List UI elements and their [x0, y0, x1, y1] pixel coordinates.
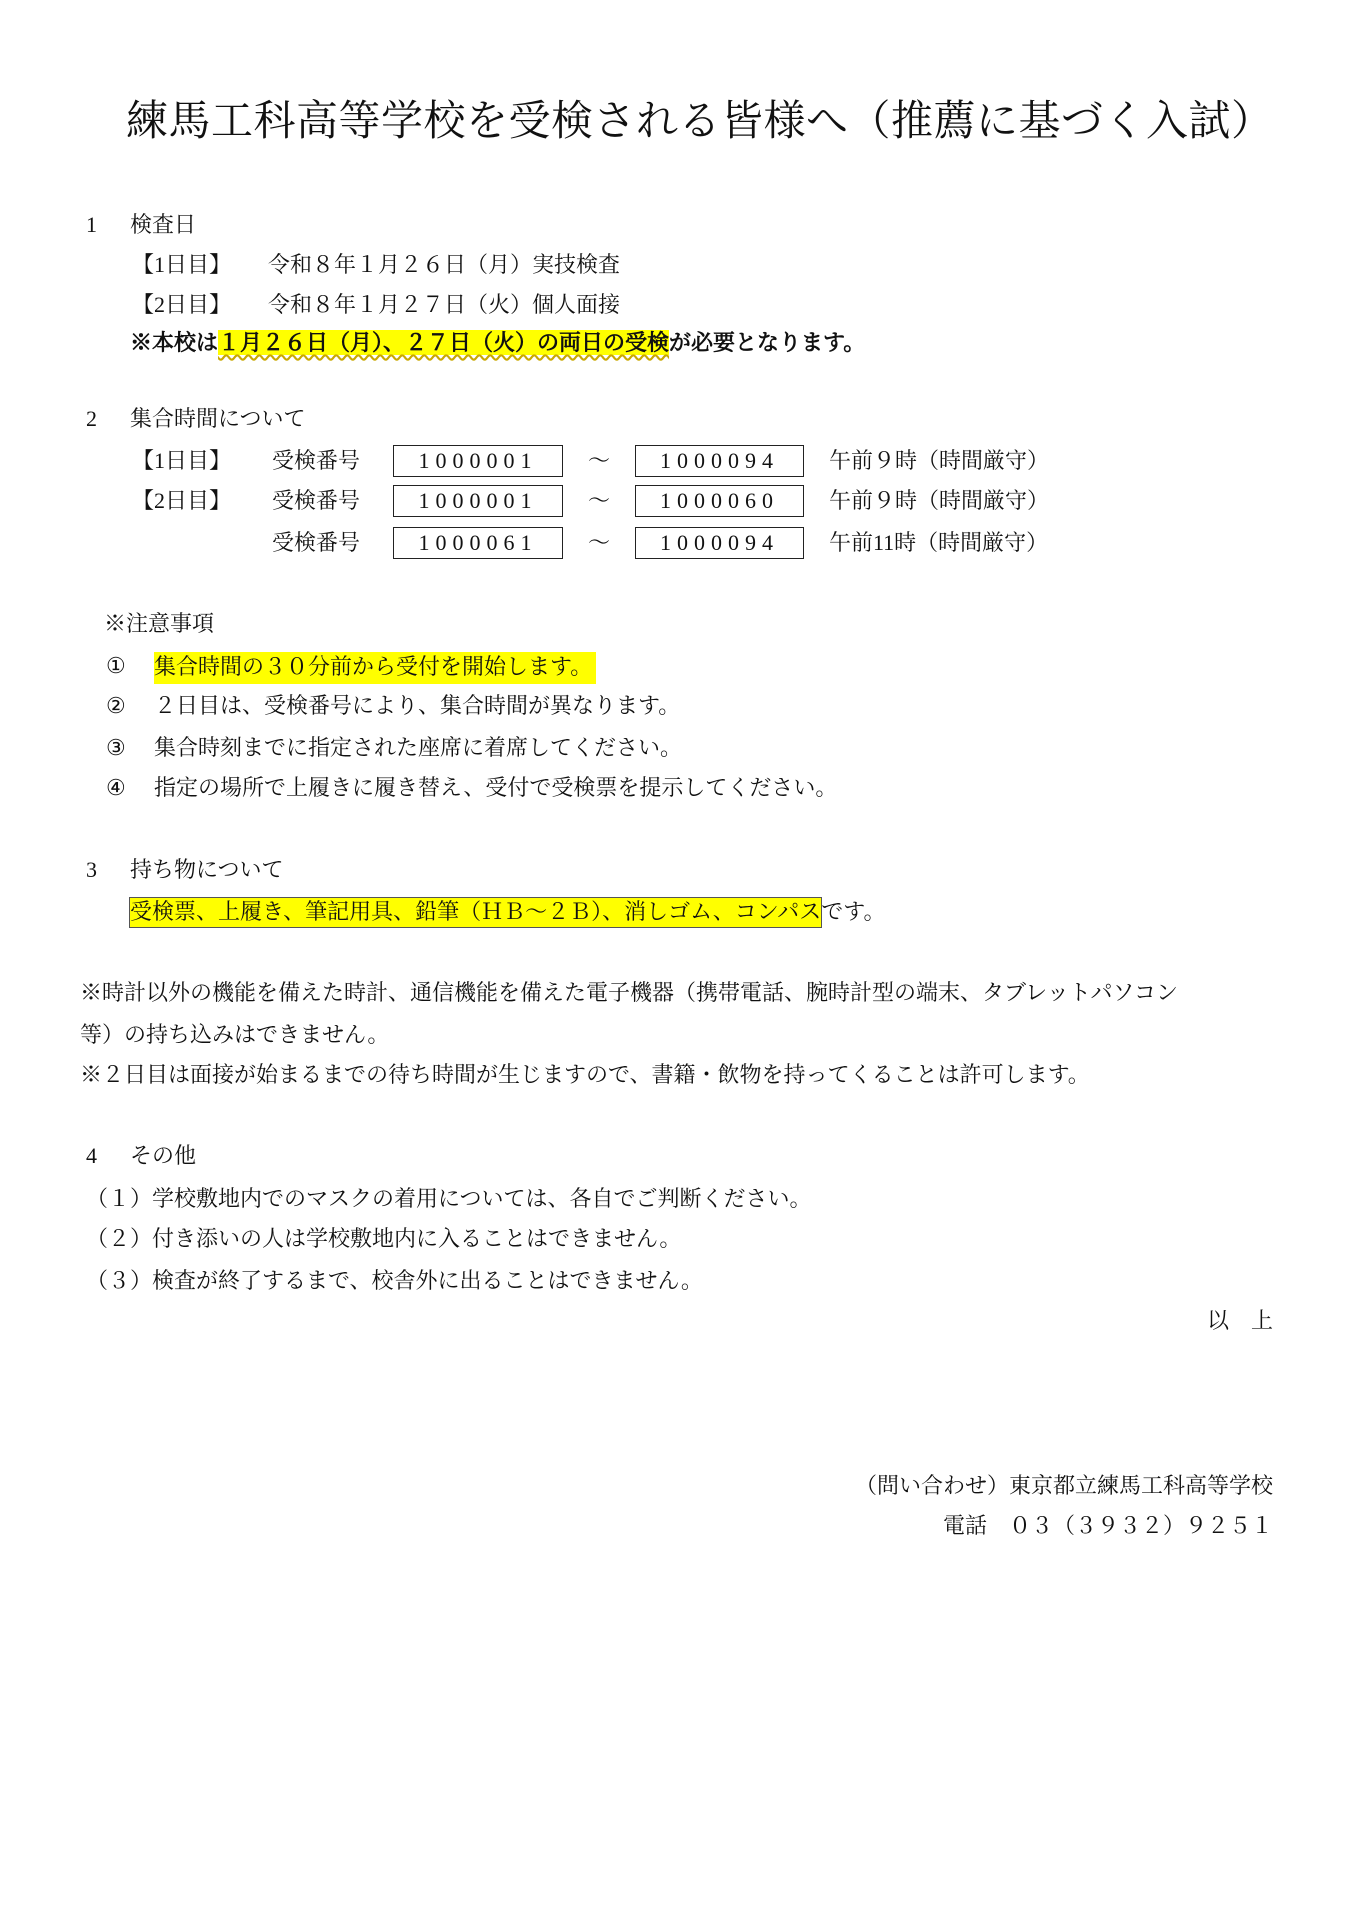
section4-number: 4: [86, 1143, 97, 1168]
schedule-time: 午前９時（時間厳守）: [829, 488, 1050, 513]
device-warning-line2: 等）の持ち込みはできません。: [80, 1022, 390, 1047]
note-text: 集合時刻までに指定された座席に着席してください。: [154, 735, 683, 760]
exam-number-from: 1000061: [393, 527, 563, 559]
items-list: [130, 898, 886, 926]
device-warning-line1: ※時計以外の機能を備えた時計、通信機能を備えた電子機器（携帯電話、腕時計型の端末、タブレットパソコン: [80, 980, 1179, 1005]
schedule-label: 受検番号: [272, 488, 361, 513]
section1-heading: 検査日: [130, 212, 197, 237]
attendance-note-prefix: ※本校は: [130, 330, 219, 355]
phone-label: 電話: [942, 1513, 987, 1538]
day2-waiting-note: ※２日目は面接が始まるまでの待ち時間が生じますので、書籍・飲物を持ってくることは許可します。: [80, 1062, 1090, 1087]
range-tilde: ～: [588, 448, 611, 473]
note-text: 集合時間の３０分前から受付を開始します。: [154, 652, 596, 684]
phone-number: ０３（３９３２）９２５１: [1008, 1513, 1273, 1538]
items-suffix: です。: [821, 899, 886, 924]
day1-label: 【1日目】: [132, 252, 232, 277]
exam-number-to: 1000060: [635, 485, 804, 517]
schedule-day: 【1日目】: [132, 448, 232, 473]
items-highlight: 受検票、上履き、筆記用具、鉛筆（ＨＢ～２Ｂ）、消しゴム、コンパス: [130, 898, 821, 927]
contact-school: （問い合わせ）東京都立練馬工科高等学校: [854, 1473, 1273, 1498]
note-mark: ③: [106, 735, 126, 760]
range-tilde: ～: [588, 530, 611, 555]
other-item: （２）付き添いの人は学校敷地内に入ることはできません。: [86, 1226, 682, 1251]
exam-number-to: 1000094: [635, 527, 804, 559]
note-text: ２日目は、受検番号により、集合時間が異なります。: [154, 693, 681, 718]
schedule-day: 【2日目】: [132, 488, 232, 513]
section3-number: 3: [86, 857, 97, 882]
attendance-note-suffix: が必要となります。: [669, 330, 866, 355]
attendance-note: [130, 329, 865, 357]
schedule-label: 受検番号: [272, 530, 361, 555]
section3-heading: 持ち物について: [130, 857, 284, 882]
exam-number-from: 1000001: [393, 445, 563, 477]
schedule-label: 受検番号: [272, 448, 361, 473]
contact-phone: [943, 1512, 1273, 1540]
day2-label: 【2日目】: [132, 292, 232, 317]
exam-number-from: 1000001: [393, 485, 563, 517]
section4-heading: その他: [130, 1143, 197, 1168]
schedule-time: 午前９時（時間厳守）: [829, 448, 1050, 473]
attendance-note-highlight: １月２６日（月）、２７日（火）の両日の受検: [218, 330, 670, 355]
notes-heading: ※注意事項: [104, 611, 215, 636]
closing: 以 上: [1206, 1308, 1273, 1333]
range-tilde: ～: [588, 488, 611, 513]
page-title: 練馬工科高等学校を受検される皆様へ（推薦に基づく入試）: [126, 99, 1274, 145]
section2-heading: 集合時間について: [130, 406, 306, 431]
other-item: （３）検査が終了するまで、校舎外に出ることはできません。: [86, 1268, 703, 1293]
day1-text: 令和８年１月２６日（月）実技検査: [268, 252, 621, 277]
note-mark: ②: [106, 693, 126, 718]
day2-text: 令和８年１月２７日（火）個人面接: [268, 292, 621, 317]
section2-number: 2: [86, 406, 97, 431]
exam-number-to: 1000094: [635, 445, 804, 477]
note-mark: ④: [106, 775, 126, 800]
schedule-time: 午前11時（時間厳守）: [829, 530, 1049, 555]
section1-number: 1: [86, 212, 97, 237]
note-text: 指定の場所で上履きに履き替え、受付で受検票を提示してください。: [154, 775, 838, 800]
note-mark: ①: [106, 653, 126, 678]
other-item: （１）学校敷地内でのマスクの着用については、各自でご判断ください。: [86, 1186, 812, 1211]
